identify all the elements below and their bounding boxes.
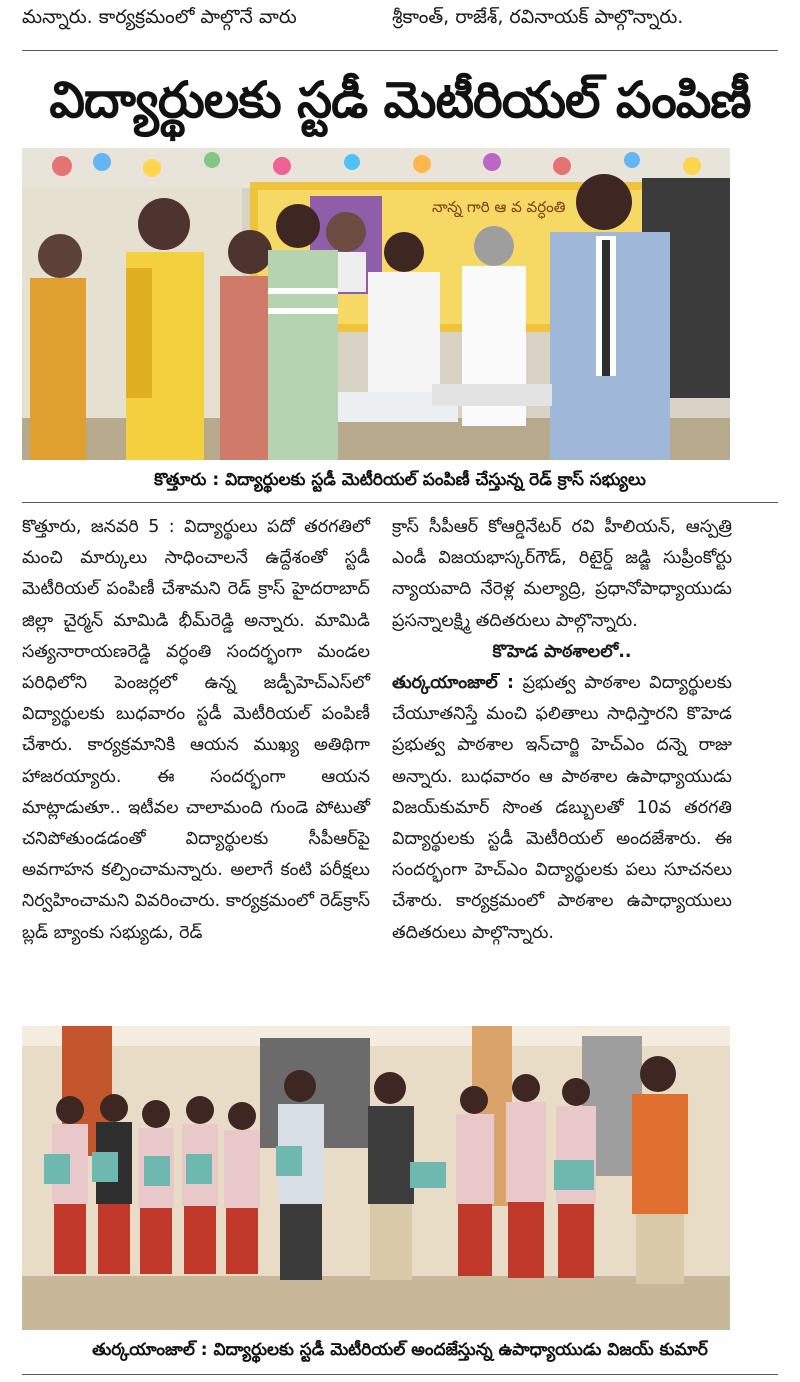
event-photo-students	[22, 1026, 730, 1330]
previous-article-fragment-right: శ్రీకాంత్, రాజేశ్, రవినాయక్ పాల్గొన్నారు.	[392, 6, 684, 28]
event-photo-distribution	[22, 148, 730, 460]
article-right-column	[392, 512, 732, 949]
article-paragraph-kohed-body: ప్రభుత్వ పాఠశాల విద్యార్థులకు చేయూతనిస్తే మంచి ఫలితాలు సాధిస్తారని కొహెడ ప్రభుత్వ పాఠశాల ఇన్‌చార్జి హెచ్ఎం దన్నె రాజు అన్నారు. బుధవారం ఆ పాఠశాల ఉపాధ్యాయుడు విజయ్‌కుమార్ సొంత డబ్బులతో 10వ తరగతి విద్యార్థులకు స్టడీ మెటీరియల్ అందజేశారు. ఈ సందర్భంగా హెచ్ఎం విద్యార్థులకు పలు సూచనలు చేశారు. కార్యక్రమంలో పాఠశాల ఉపాధ్యాయులు తదితరులు పాల్గొన్నారు.	[392, 673, 732, 943]
article-paragraph-kohedа	[392, 668, 732, 949]
article-dateline: తుర్కయాంజాల్ :	[392, 673, 514, 694]
banner-text: నాన్న గారి ఆ వ వర్ధంతి	[432, 198, 566, 216]
event-photo-illustration	[22, 148, 730, 460]
article-subhead: కొహెడ పాఠశాలలో..	[492, 641, 632, 662]
photo-caption-turkayamjal: తుర్కయాంజాల్ : విద్యార్థులకు స్టడీ మెటీరియల్ అందజేస్తున్న ఉపాధ్యాయుడు విజయ్ కుమార్	[92, 1340, 708, 1360]
photo-caption-kothur: కొత్తూరు : విద్యార్థులకు స్టడీ మెటీరియల్ పంపిణీ చేస్తున్న రెడ్ క్రాస్ సభ్యులు	[154, 470, 646, 490]
bottom-divider	[22, 1374, 778, 1375]
previous-article-fragment-left: మన్నారు. కార్యక్రమంలో పాల్గొనే వారు	[22, 6, 297, 28]
article-headline: విద్యార్థులకు స్టడీ మెటీరియల్ పంపిణీ	[49, 71, 751, 129]
top-divider	[22, 50, 778, 51]
article-paragraph-continuation: క్రాస్ సీపీఆర్ కోఆర్డినేటర్ రవి హీలియన్, ఆస్పత్రి ఎండీ విజయభాస్కర్‌గౌడ్, రిటైర్డ్ జడ్జి సుప్రీంకోర్టు న్యాయవాది నేరెళ్ల మల్యాద్రి, ప్రధానోపాధ్యాయుడు ప్రసన్నాలక్ష్మి తదితరులు పాల్గొన్నారు.	[392, 517, 732, 631]
article-paragraph-kothur: కొత్తూరు, జనవరి 5 : విద్యార్థులు పదో తరగతిలో మంచి మార్కులు సాధించాలనే ఉద్దేశంతో స్టడీ మెటీరియల్ పంపిణీ చేశామని రెడ్ క్రాస్ హైదరాబాద్ జిల్లా చైర్మన్ మామిడి భీమ్‌రెడ్డి అన్నారు. మామిడి సత్యనారాయణరెడ్డి వర్ధంతి సందర్భంగా మండల పరిధిలోని పెంజర్లలో ఉన్న జడ్పీహెచ్ఎస్‌లో విద్యార్థులకు బుధవారం స్టడీ మెటీరియల్ పంపిణీ చేశారు. కార్యక్రమానికి ఆయన ముఖ్య అతిథిగా హాజరయ్యారు. ఈ సందర్భంగా ఆయన మాట్లాడుతూ.. ఇటీవల చాలామంది గుండె పోటుతో చనిపోతుండడంతో విద్యార్థులకు సీపీఆర్‌పై అవగాహన కల్పించామన్నారు. అలాగే కంటి పరీక్షలు నిర్వహించామని వివరించారు. కార్యక్రమంలో రెడ్‌క్రాస్ బ్లడ్ బ్యాంకు సభ్యుడు, రెడ్	[22, 517, 370, 943]
caption-divider	[22, 502, 778, 503]
article-left-column	[22, 512, 370, 949]
students-photo-illustration	[22, 1026, 730, 1330]
